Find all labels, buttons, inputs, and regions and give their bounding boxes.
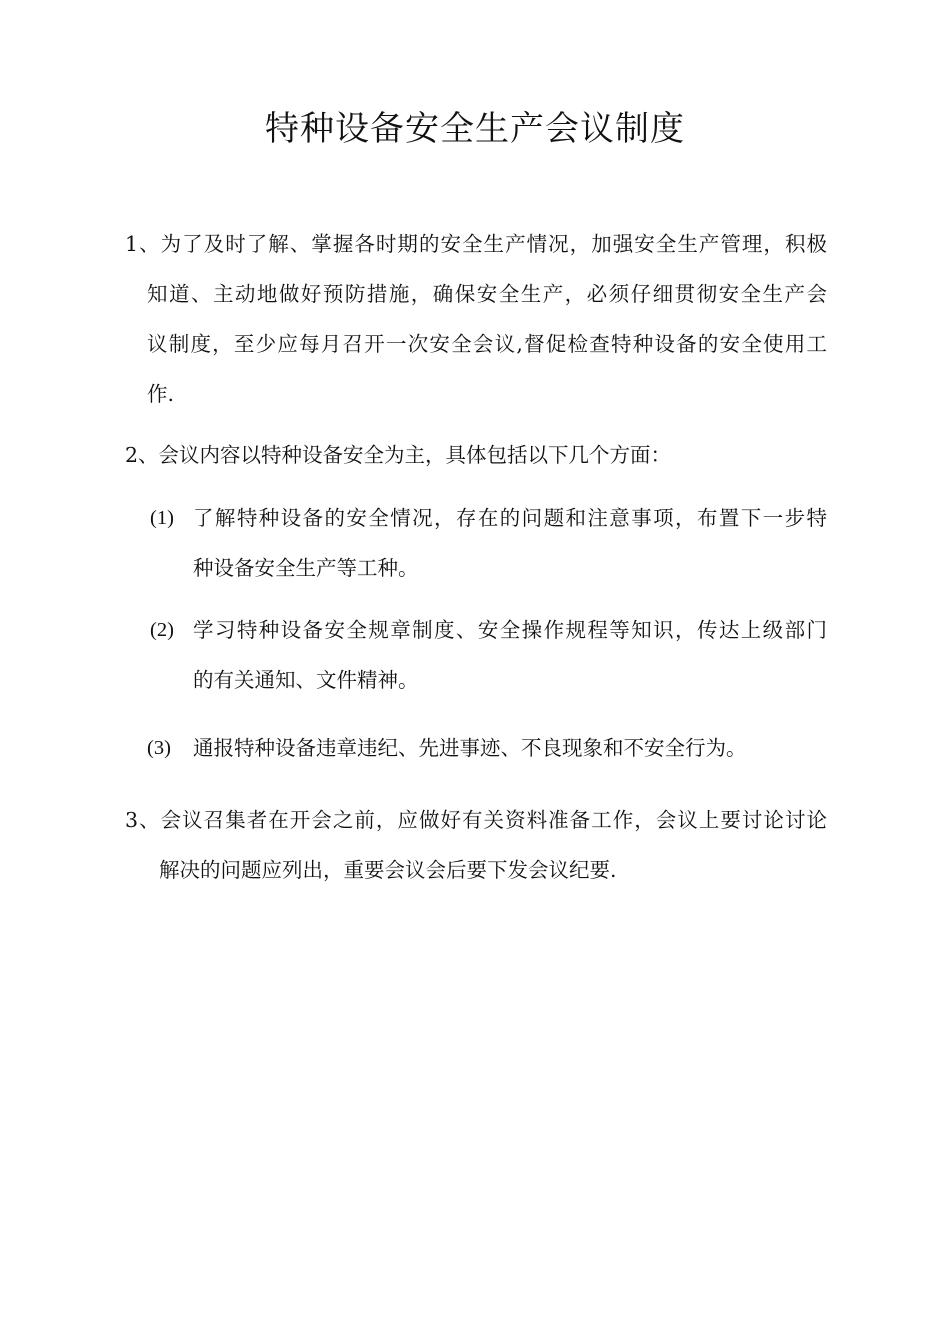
list-item-line: 通报特种设备违章违纪、先进事迹、不良现象和不安全行为。 [193,736,747,760]
paragraph-line: 议制度，至少应每月召开一次安全会议,督促检查特种设备的安全使用工 [147,332,827,356]
paragraph-line: 2、会议内容以特种设备安全为主，具体包括以下几个方面： [125,443,672,467]
list-item-number: (3) [147,737,171,759]
paragraph-line: 解决的问题应列出，重要会议会后要下发会议纪要. [159,858,617,882]
list-item-line: 种设备安全生产等工种。 [193,556,419,580]
list-item-number: (1) [150,507,174,529]
list-item-line: 的有关通知、文件精神。 [193,668,419,692]
paragraph-line: 1、为了及时了解、掌握各时期的安全生产情况，加强安全生产管理，积极 [125,232,827,256]
paragraph-line: 3、会议召集者在开会之前，应做好有关资料准备工作，会议上要讨论讨论 [125,808,827,832]
list-item-line: 了解特种设备的安全情况，存在的问题和注意事项，布置下一步特 [193,506,827,530]
paragraph-line: 作. [147,382,175,406]
list-item-line: 学习特种设备安全规章制度、安全操作规程等知识，传达上级部门 [193,618,827,642]
paragraph-line: 知道、主动地做好预防措施，确保安全生产，必须仔细贯彻安全生产会 [147,282,827,306]
document-title: 特种设备安全生产会议制度 [265,109,685,149]
list-item-number: (2) [150,619,174,641]
